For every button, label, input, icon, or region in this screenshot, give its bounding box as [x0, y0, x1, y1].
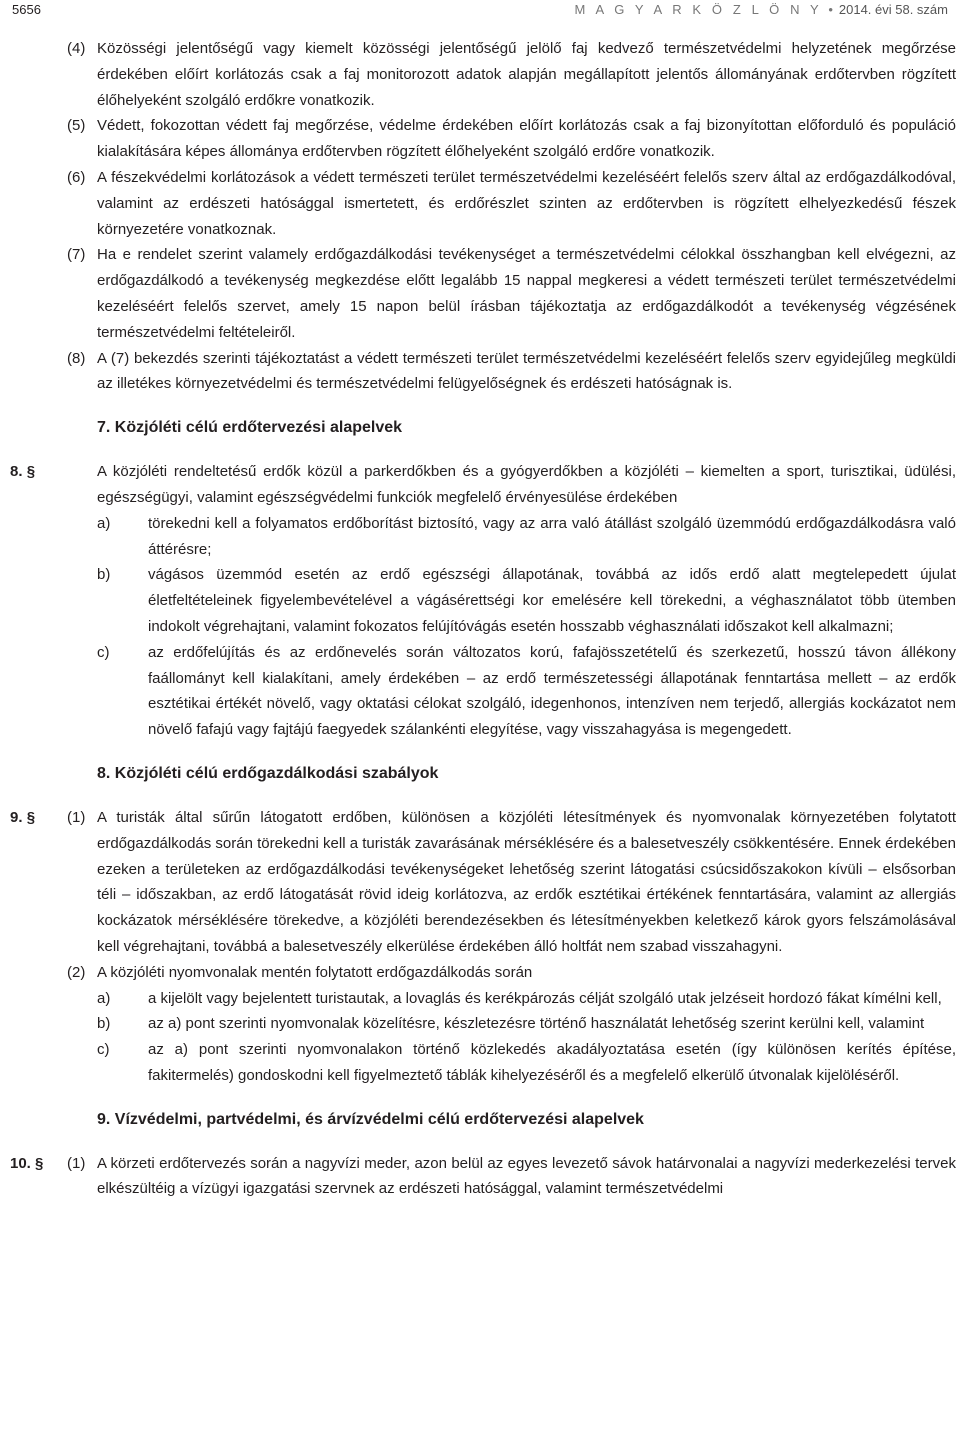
list-item-c — [0, 640, 960, 743]
paragraph-text: Védett, fokozottan védett faj megőrzése, védelme érdekében előírt korlátozás csak a faj bizonyítottan előforduló és populáció kialakítására képes állománya erdőtervben rögzített élőhelyeként szolgáló erdőre vonatkozik. — [97, 117, 956, 161]
section-sign: § — [35, 1154, 44, 1172]
section-number-value: 8. — [10, 463, 23, 481]
section-sign: § — [26, 808, 36, 826]
item-label: b) — [97, 1015, 111, 1033]
list-item-a — [0, 511, 960, 563]
paragraph-6 — [0, 165, 960, 242]
section-heading-9: 9. Vízvédelmi, partvédelmi, és árvízvédelmi célú erdőtervezési alapelvek — [97, 1110, 644, 1128]
paragraph-4 — [0, 36, 960, 113]
page-header — [0, 0, 960, 22]
journal-info — [575, 0, 948, 20]
item-text: a kijelölt vagy bejelentett turistautak, a lovaglás és kerékpározás célját szolgáló utak jelzéseit hordozó fákat kímélni kell, — [148, 989, 942, 1007]
paragraph-number: (2) — [67, 963, 86, 981]
section-9-paragraph-2 — [0, 960, 960, 986]
paragraph-number: (1) — [67, 1154, 86, 1172]
paragraph-text: A fészekvédelmi korlátozások a védett természeti terület természetvédelmi kezeléséért felelős szerv által az erdőgazdálkodóval, valamint az erdészeti hatósággal ismertetett, és erdőrészlet szinten az erdőtervben is rögzített elhelyezkedésű fészek környezetére vonatkoznak. — [97, 168, 956, 238]
paragraph-number: (5) — [67, 117, 86, 135]
section-number-value: 9. — [10, 808, 23, 826]
paragraph-text: Közösségi jelentőségű vagy kiemelt közösségi jelentőségű jelölő faj kedvező természetvédelmi helyzetének megőrzése érdekében előírt korlátozás csak a faj monitorozott adatok alapján megállapított jelentős állományának erdőtervben rögzített élőhelyeként szolgáló erdőkre vonatkozik. — [97, 40, 956, 109]
paragraph-text: Ha e rendelet szerint valamely erdőgazdálkodási tevékenységet a természetvédelmi célokkal összhangban kell elvégezni, az erdőgazdálkodó a tevékenység megkezdése előtt legalább 15 nappal megkeresi a védett természeti terület természetvédelmi kezeléséért felelős szervet, amely 15 napon belül írásban tájékoztatja az erdőgazdálkodót a tevékenység végzésének természetvédelmi feltételeiről. — [97, 246, 956, 341]
item-label: c) — [97, 1041, 110, 1059]
list-item-b — [0, 562, 960, 639]
section-number — [10, 459, 35, 485]
paragraph-5 — [0, 113, 960, 165]
paragraph-number: (6) — [67, 168, 86, 186]
section-9 — [0, 805, 960, 960]
section-number — [10, 1151, 43, 1177]
section-heading-8: 8. Közjóléti célú erdőgazdálkodási szabályok — [97, 764, 439, 782]
paragraph-7 — [0, 242, 960, 345]
section-sign: § — [26, 463, 36, 481]
section-number-value: 10. — [10, 1154, 31, 1172]
item-label: c) — [97, 643, 110, 661]
page-number: 5656 — [12, 2, 41, 17]
separator-dot: • — [828, 2, 833, 17]
paragraph-text: A közjóléti nyomvonalak mentén folytatott erdőgazdálkodás során — [97, 963, 533, 981]
section-text: A közjóléti rendeltetésű erdők közül a parkerdőkben és a gyógyerdőkben a közjóléti – kiemelten a sport, turisztikai, üdülési, egészségügyi, valamint egészségvédelmi funkciók megfelelő érvényesülése érdekében — [97, 463, 956, 506]
paragraph-text: A turisták által sűrűn látogatott erdőben, különösen a közjóléti létesítmények és nyomvonalak környezetében folytatott erdőgazdálkodás során törekedni kell a turisták zavarásának mérséklésére és a balesetveszély csökkentésére. Ennek érdekében ezeken a területeken az erdőgazdálkodási tevékenységeket lehetőség szerint látogatási csúcsidőszakokon kívüli – elsősorban téli – időszakban, az erdő látogatását rövid ideig korlátozva, az erdők esztétikai értékének fenntartására, valamint az allergiás kockázatok mérséklésére törekedve, a közjóléti berendezésekben és létesítményekben keletkező károk gyors felszámolásával kell végrehajtani, továbbá a balesetveszély elkerülése érdekében álló holtfát nem szabad visszahagyni. — [97, 808, 956, 955]
document-body — [0, 36, 960, 1202]
list-item-b — [0, 1011, 960, 1037]
section-10 — [0, 1151, 960, 1203]
paragraph-number: (8) — [67, 349, 86, 367]
item-text: az a) pont szerinti nyomvonalak közelítésre, készletezésre történő használatát lehetőség szerint kerülni kell, valamint — [148, 1015, 925, 1033]
item-text: vágásos üzemmód esetén az erdő egészségi állapotának, továbbá az idős erdő alatt megtelepedett újulat életfeltételeinek figyelembevételével a vágásérettségi kor emelésére kell törekedni, a véghasználatot több ütemben indokolt végrehajtani, valamint fokozatos felújítóvágás esetén hosszabb véghasználati időszakot kell alkalmazni; — [148, 566, 956, 635]
paragraph-8 — [0, 346, 960, 398]
issue-info: 2014. évi 58. szám — [838, 2, 948, 17]
item-label: a) — [97, 514, 111, 532]
section-number — [10, 805, 35, 831]
item-label: b) — [97, 566, 111, 584]
item-text: az erdőfelújítás és az erdőnevelés során változatos korú, fafajösszetételű és szerkezetű, hosszú távon állékony faállományt kell kialakítani, amely érdekében – az erdő természetességi állapotának fenntartása mellett – az erdők esztétikai értékét növelő, vagy oktatási célokat szolgáló, idegenhonos, intenzíven nem terjedő, allergiás kockázatot nem növelő fafajú vagy fajtájú faegyedek szálankénti elegyítése, vagy visszahagyása is megengedett. — [148, 643, 956, 739]
section-heading-7: 7. Közjóléti célú erdőtervezési alapelvek — [97, 419, 403, 437]
paragraph-number: (7) — [67, 246, 86, 264]
item-text: törekedni kell a folyamatos erdőborítást biztosító, vagy az arra való átállást szolgáló üzemmódú erdőgazdálkodásra való áttérésre; — [148, 514, 956, 558]
section-8 — [0, 459, 960, 511]
list-item-a — [0, 986, 960, 1012]
item-label: a) — [97, 989, 111, 1007]
paragraph-number: (4) — [67, 40, 86, 57]
item-text: az a) pont szerinti nyomvonalakon történő közlekedés akadályoztatása esetén (így különösen kerítés építése, fakitermelés) gondoskodni kell figyelmeztető táblák kihelyezéséről és a megfelelő elkerülő útvonalak kijelöléséről. — [148, 1041, 956, 1084]
journal-title: M A G Y A R K Ö Z L Ö N Y — [574, 2, 823, 17]
paragraph-number: (1) — [67, 808, 86, 826]
list-item-c — [0, 1037, 960, 1089]
paragraph-text: A körzeti erdőtervezés során a nagyvízi meder, azon belül az egyes levezető sávok határvonalai a nagyvízi mederkezelési tervek elkészültéig a vízügyi igazgatási szervnek az erdészeti hatósággal, valamint természetvédelmi — [97, 1154, 956, 1198]
paragraph-text: A (7) bekezdés szerinti tájékoztatást a védett természeti terület természetvédelmi kezeléséért felelős szerv egyidejűleg megküldi az illetékes környezetvédelmi és természetvédelmi felügyelőségnek és erdészeti hatóságnak is. — [97, 349, 956, 393]
